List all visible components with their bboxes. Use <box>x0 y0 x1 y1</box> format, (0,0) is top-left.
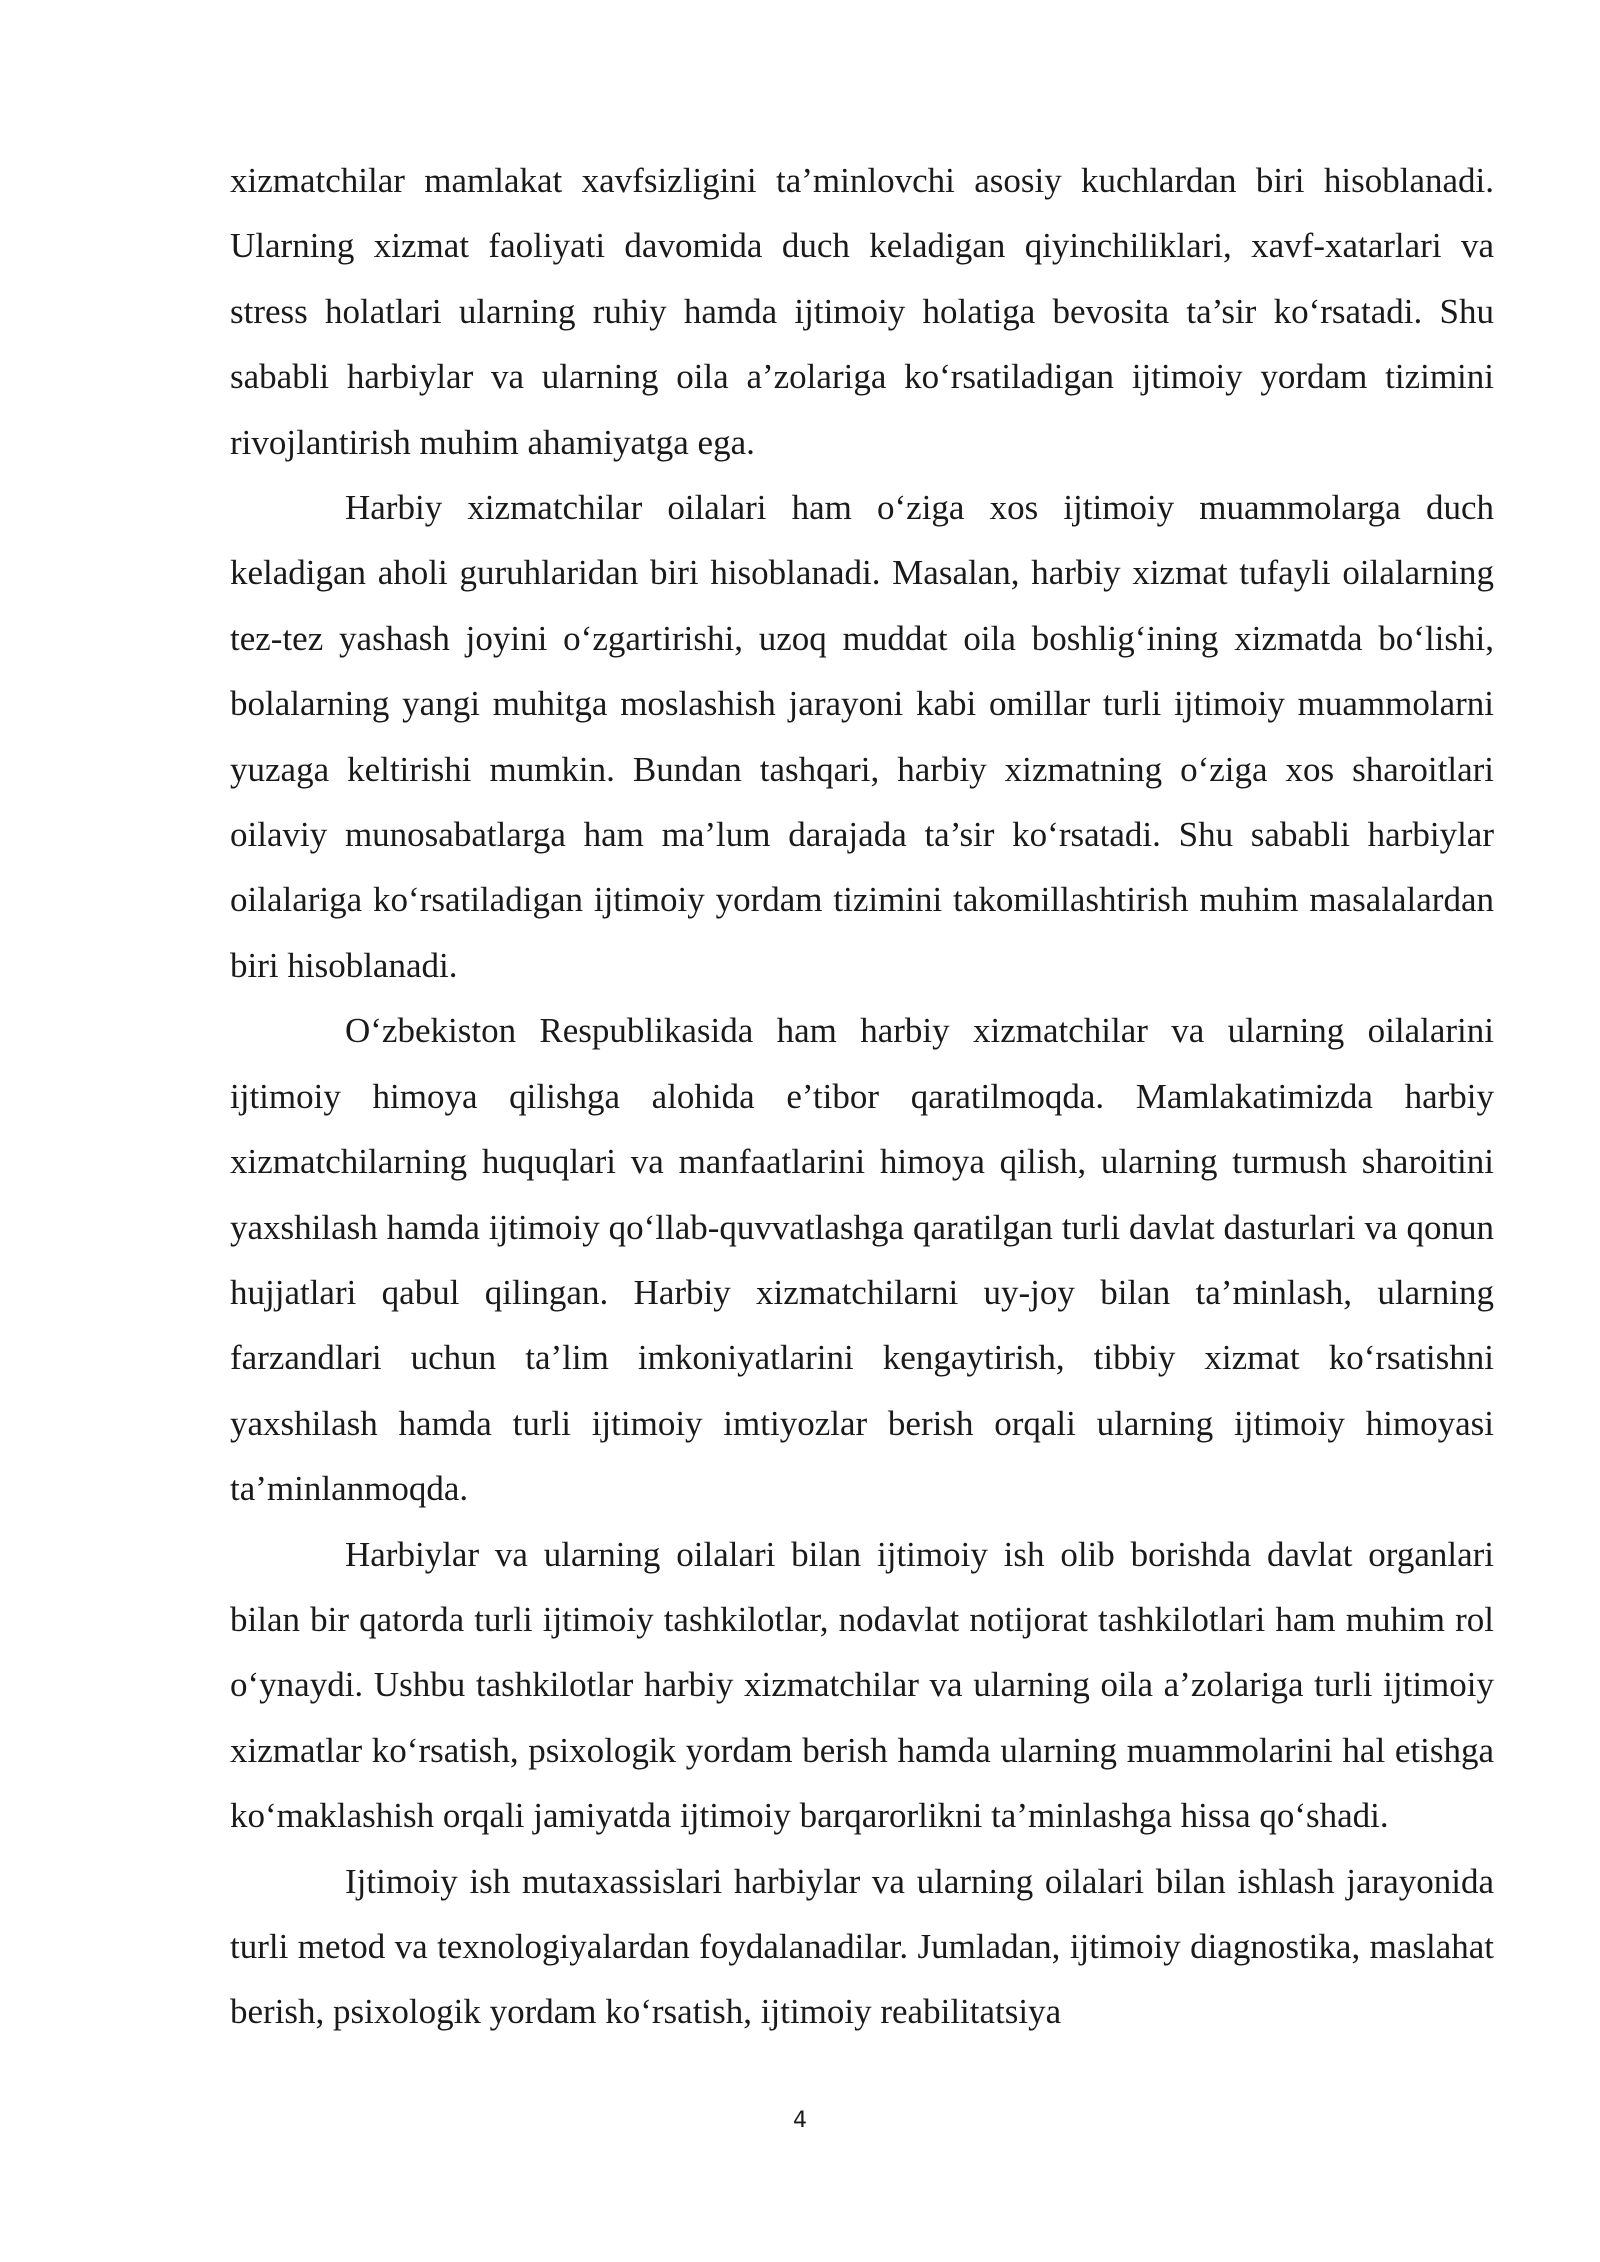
body-text <box>230 148 1494 2045</box>
paragraph-3: O‘zbekiston Respublikasida ham harbiy xizmatchilar va ularning oilalarini ijtimoiy himoya qilishga alohida e’tibor qaratilmoqda. Mamlakatimizda harbiy xizmatchilarning huquqlari va manfaatlarini himoya qilish, ularning turmush sharoitini yaxshilash hamda ijtimoiy qo‘llab-quvvatlashga qaratilgan turli davlat dasturlari va qonun hujjatlari qabul qilingan. Harbiy xizmatchilarni uy-joy bilan ta’minlash, ularning farzandlari uchun ta’lim imkoniyatlarini kengaytirish, tibbiy xizmat ko‘rsatishni yaxshilash hamda turli ijtimoiy imtiyozlar berish orqali ularning ijtimoiy himoyasi ta’minlanmoqda. <box>230 1011 1494 1509</box>
paragraph-2: Harbiy xizmatchilar oilalari ham o‘ziga xos ijtimoiy muammolarga duch keladigan aholi guruhlaridan biri hisoblanadi. Masalan, harbiy xizmat tufayli oilalarning tez-tez yashash joyini o‘zgartirishi, uzoq muddat oila boshlig‘ining xizmatda bo‘lishi, bolalarning yangi muhitga moslashish jarayoni kabi omillar turli ijtimoiy muammolarni yuzaga keltirishi mumkin. Bundan tashqari, harbiy xizmatning o‘ziga xos sharoitlari oilaviy munosabatlarga ham ma’lum darajada ta’sir ko‘rsatadi. Shu sababli harbiylar oilalariga ko‘rsatiladigan ijtimoiy yordam tizimini takomillashtirish muhim masalalardan biri hisoblanadi. <box>230 488 1494 985</box>
paragraph-1: xizmatchilar mamlakat xavfsizligini ta’minlovchi asosiy kuchlardan biri hisoblanadi. Ularning xizmat faoliyati davomida duch keladigan qiyinchiliklari, xavf-xatarlari va stress holatlari ularning ruhiy hamda ijtimoiy holatiga bevosita ta’sir ko‘rsatadi. Shu sababli harbiylar va ularning oila a’zolariga ko‘rsatiladigan ijtimoiy yordam tizimini rivojlantirish muhim ahamiyatga ega. <box>230 161 1494 462</box>
paragraph-5: Ijtimoiy ish mutaxassislari harbiylar va ularning oilalari bilan ishlash jarayonida turli metod va texnologiyalardan foydalanadilar. Jumladan, ijtimoiy diagnostika, maslahat berish, psixologik yordam ko‘rsatish, ijtimoiy reabilitatsiya <box>230 1861 1494 2032</box>
paragraph-4: Harbiylar va ularning oilalari bilan ijtimoiy ish olib borishda davlat organlari bilan bir qatorda turli ijtimoiy tashkilotlar, nodavlat notijorat tashkilotlari ham muhim rol o‘ynaydi. Ushbu tashkilotlar harbiy xizmatchilar va ularning oila a’zolariga turli ijtimoiy xizmatlar ko‘rsatish, psixologik yordam berish hamda ularning muammolarini hal etishga ko‘maklashish orqali jamiyatda ijtimoiy barqarorlikni ta’minlashga hissa qo‘shadi. <box>230 1534 1494 1836</box>
page-number: 4 <box>793 2108 807 2133</box>
